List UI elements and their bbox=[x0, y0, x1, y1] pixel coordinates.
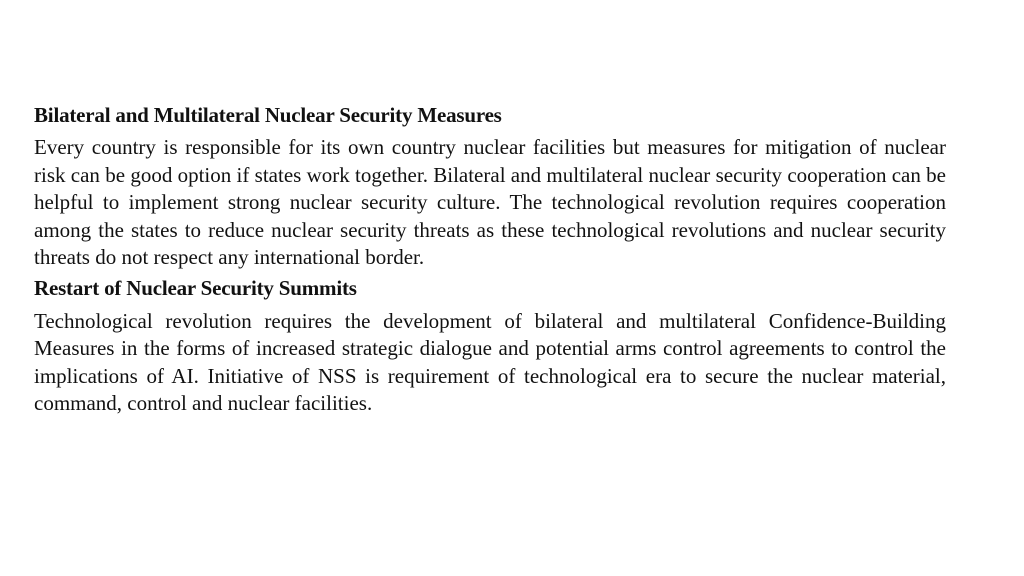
slide-content bbox=[34, 101, 946, 418]
section-heading: Restart of Nuclear Security Summits bbox=[34, 275, 357, 300]
section-heading: Bilateral and Multilateral Nuclear Security Measures bbox=[34, 103, 502, 127]
section-body: Technological revolution requires the development of bilateral and multilateral Confidence-Building Measures in the forms of increased strategic dialogue and potential arms control agreements to control the implications of AI. Initiative of NSS is requirement of technological era to secure the nuclear material, command, control and nuclear facilities. bbox=[34, 308, 946, 415]
section-bilateral-multilateral bbox=[34, 101, 946, 272]
section-body: Every country is responsible for its own country nuclear facilities but measures for mitigation of nuclear risk can be good option if states work together. Bilateral and multilateral nuclear security cooperation can be helpful to implement strong nuclear security culture. The technological revolution requires cooperation among the states to reduce nuclear security threats as these technological revolutions and nuclear security threats do not respect any international border. bbox=[34, 135, 946, 269]
section-restart-nss bbox=[34, 274, 946, 418]
